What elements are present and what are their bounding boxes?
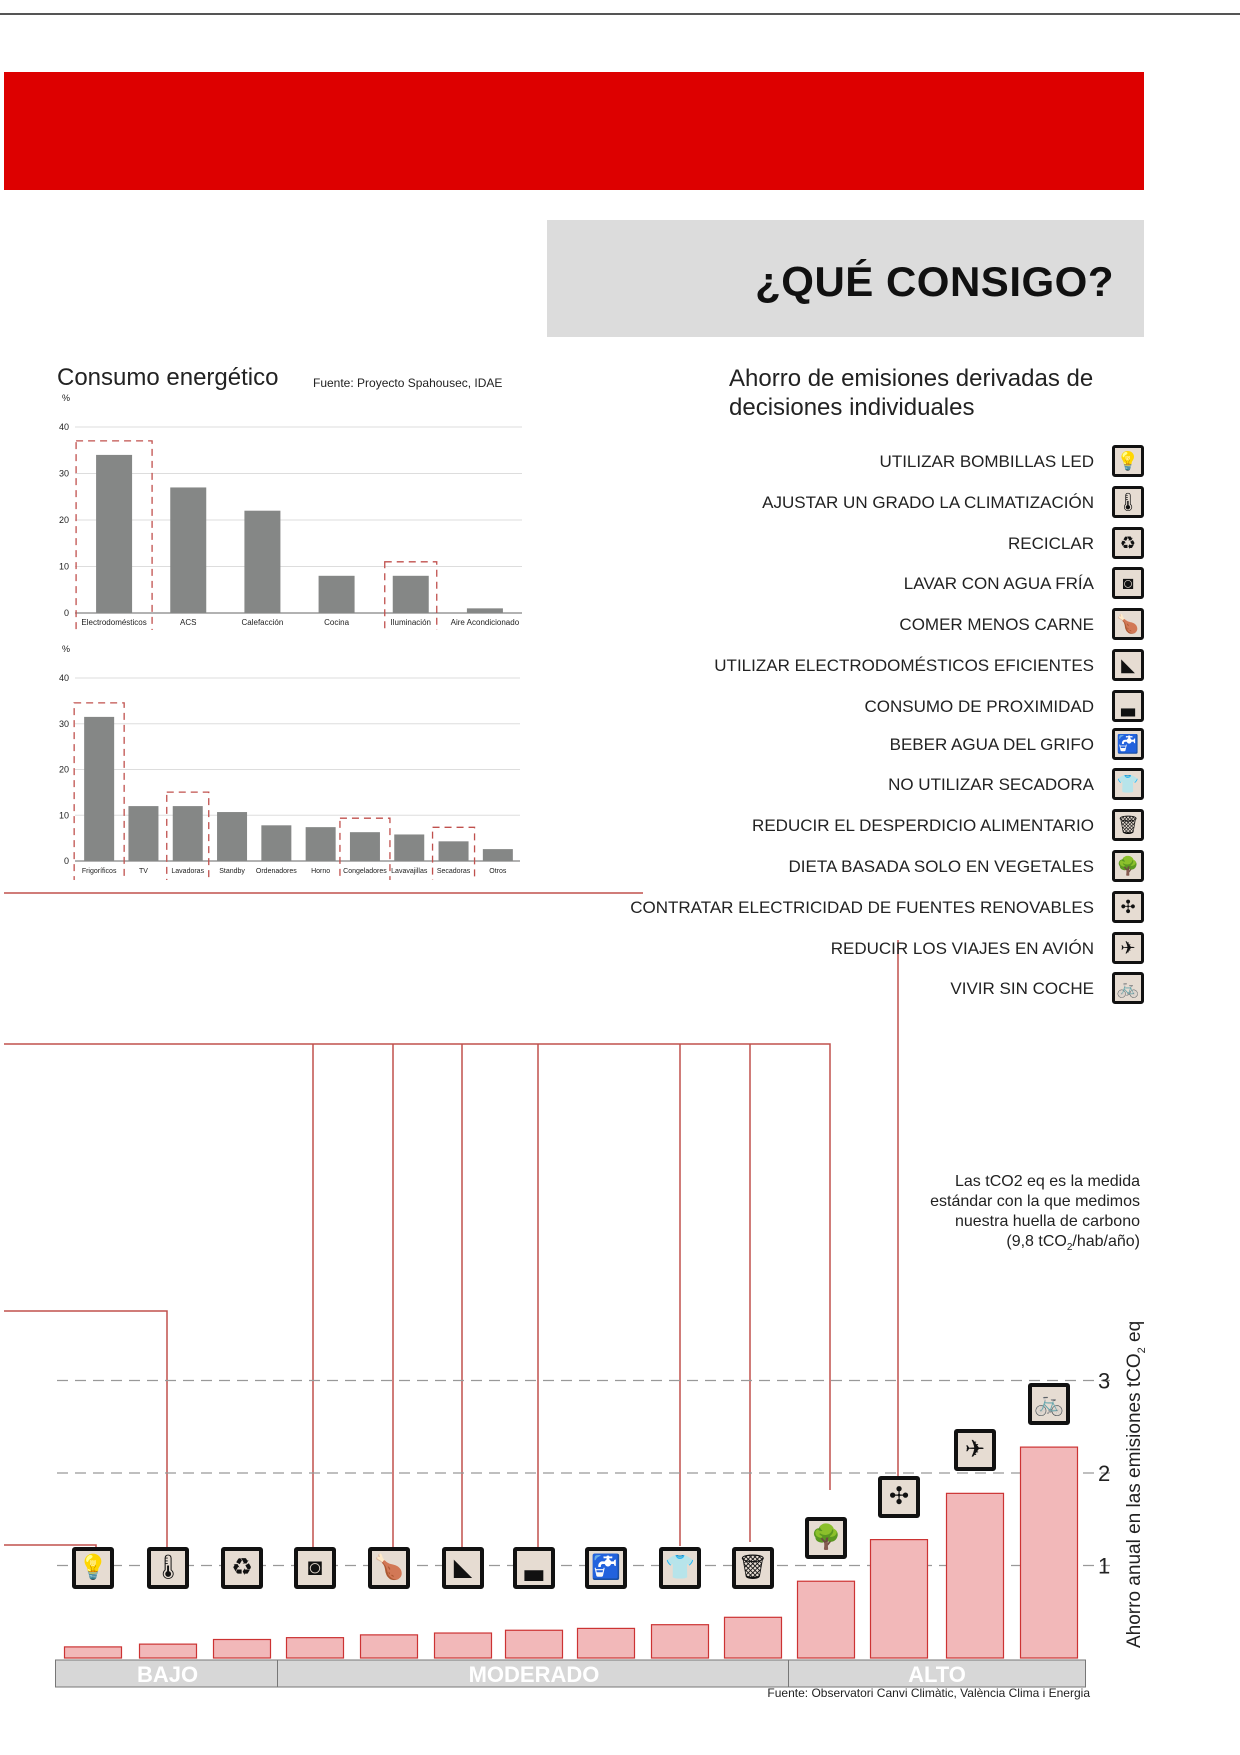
action-label: DIETA BASADA SOLO EN VEGETALES	[788, 857, 1094, 876]
y-tick-label: 0	[63, 856, 69, 866]
y-tick-label: 1	[1098, 1553, 1111, 1579]
energy-chart-title: Consumo energético	[57, 364, 279, 391]
x-tick-label: ACS	[180, 618, 197, 627]
energy-source: Fuente: Proyecto Spahousec, IDAE	[313, 376, 503, 390]
washing-machine-icon: ◙	[294, 1547, 336, 1589]
action-label: CONSUMO DE PROXIMIDAD	[864, 696, 1094, 716]
efficiency-label-icon: ◣	[1112, 649, 1144, 681]
bar	[435, 1633, 492, 1658]
bar	[65, 1647, 122, 1658]
note-formula-pre: (9,8 tCO	[1006, 1233, 1067, 1250]
y-tick-label: 30	[58, 468, 69, 479]
action-label: LAVAR CON AGUA FRÍA	[903, 574, 1094, 594]
level-label: ALTO	[908, 1662, 966, 1687]
recycle-icon: ♻	[221, 1547, 263, 1589]
y-label-sub: 2	[1135, 1347, 1148, 1354]
action-label: CONTRATAR ELECTRICIDAD DE FUENTES RENOVABLES	[630, 897, 1094, 917]
bar	[214, 1640, 271, 1659]
tap-icon: 🚰	[1112, 728, 1144, 760]
vegetable-icon: 🌳	[805, 1517, 847, 1559]
savings-title-line2: decisiones individuales	[729, 394, 975, 421]
x-tick-label: Cocina	[324, 618, 350, 627]
bar	[140, 1644, 197, 1658]
x-tick-label: Lavavajillas	[391, 868, 428, 875]
x-tick-label: Otros	[489, 868, 507, 875]
x-tick-label: Lavadoras	[171, 868, 205, 875]
y-tick-label: 30	[58, 718, 69, 729]
y-tick-label: 10	[58, 810, 69, 821]
y-tick-label: 3	[1098, 1368, 1111, 1394]
savings-title-line1: Ahorro de emisiones derivadas de	[729, 365, 1094, 392]
bar	[578, 1628, 635, 1658]
x-tick-label: Secadoras	[436, 868, 471, 875]
vegetable-icon: 🌳	[1112, 850, 1144, 882]
lightbulb-icon: 💡	[1112, 445, 1144, 477]
meat-icon: 🍗	[368, 1547, 410, 1589]
bar	[871, 1540, 928, 1658]
local-market-icon: ▃	[513, 1547, 555, 1589]
washing-machine-icon: ◙	[1112, 567, 1144, 599]
note-formula-post: /hab/año)	[1072, 1233, 1140, 1250]
note-formula-sub: 2	[1066, 1242, 1073, 1254]
bar	[798, 1581, 855, 1658]
action-label: BEBER AGUA DEL GRIFO	[889, 734, 1094, 754]
bicycle-icon: 🚲	[1028, 1383, 1070, 1425]
y-tick-label: 2	[1098, 1461, 1111, 1486]
action-label: COMER MENOS CARNE	[899, 615, 1094, 635]
bar	[506, 1630, 563, 1658]
shirt-icon: 👕	[659, 1547, 701, 1589]
y-tick-label: 20	[58, 764, 69, 775]
action-label: AJUSTAR UN GRADO LA CLIMATIZACIÓN	[762, 492, 1094, 512]
y-tick-label: 40	[58, 673, 69, 683]
local-market-icon: ▃	[1112, 690, 1144, 722]
y-tick-label: 20	[58, 515, 69, 525]
y-tick-label: 40	[58, 422, 69, 432]
y-label-pre: Ahorro anual en las emisiones tCO	[1124, 1353, 1145, 1648]
tco2-note	[840, 1172, 1140, 1258]
bar	[287, 1638, 344, 1658]
thermometer-icon: 🌡	[1112, 486, 1144, 518]
note-line: nuestra huella de carbono	[954, 1213, 1140, 1230]
airplane-icon: ✈	[1112, 932, 1144, 964]
x-tick-label: TV	[138, 868, 148, 875]
food-bin-icon: 🗑	[732, 1547, 774, 1589]
x-tick-label: Ordenadores	[255, 868, 297, 875]
y-tick-label: 0	[63, 608, 69, 618]
shirt-icon: 👕	[1112, 768, 1144, 800]
savings-source: Fuente: Observatori Canvi Climàtic, València Clima i Energia	[767, 1686, 1090, 1700]
bar	[1021, 1447, 1078, 1658]
wind-turbine-icon: ✣	[878, 1476, 920, 1518]
lightbulb-icon: 💡	[72, 1547, 114, 1589]
savings-chart	[0, 1280, 1240, 1700]
action-label: UTILIZAR ELECTRODOMÉSTICOS EFICIENTES	[714, 656, 1094, 675]
food-bin-icon: 🗑	[1112, 809, 1144, 841]
bar	[725, 1617, 782, 1658]
airplane-icon: ✈	[954, 1429, 996, 1471]
note-line: estándar con la que medimos	[930, 1193, 1140, 1210]
page-title: ¿QUÉ CONSIGO?	[755, 258, 1114, 305]
action-label: VIVIR SIN COCHE	[950, 979, 1094, 999]
bicycle-icon: 🚲	[1112, 972, 1144, 1004]
action-label: RECICLAR	[1008, 533, 1094, 553]
x-tick-label: Aire Acondicionado	[450, 618, 520, 627]
savings-y-axis-label	[1124, 1321, 1148, 1648]
tap-icon: 🚰	[585, 1547, 627, 1589]
bar	[361, 1635, 418, 1658]
x-tick-label: Iluminación	[390, 618, 431, 627]
y-axis-unit: %	[62, 644, 71, 654]
action-label: NO UTILIZAR SECADORA	[888, 775, 1094, 795]
x-tick-label: Calefacción	[241, 618, 284, 627]
level-label: MODERADO	[468, 1662, 600, 1687]
bar	[652, 1625, 709, 1658]
y-tick-label: 10	[58, 561, 69, 572]
x-tick-label: Standby	[219, 868, 245, 875]
bar	[947, 1493, 1004, 1658]
x-tick-label: Frigoríficos	[81, 868, 117, 875]
recycle-icon: ♻	[1112, 527, 1144, 559]
note-line: Las tCO2 eq es la medida	[955, 1173, 1140, 1190]
meat-icon: 🍗	[1112, 608, 1144, 640]
action-label: UTILIZAR BOMBILLAS LED	[879, 452, 1094, 471]
efficiency-label-icon: ◣	[442, 1547, 484, 1589]
wind-turbine-icon: ✣	[1112, 891, 1144, 923]
x-tick-label: Electrodomésticos	[81, 618, 147, 627]
y-axis-unit: %	[62, 393, 71, 403]
action-label: REDUCIR EL DESPERDICIO ALIMENTARIO	[752, 816, 1094, 836]
level-label: BAJO	[136, 1662, 199, 1687]
thermometer-icon: 🌡	[147, 1547, 189, 1589]
x-tick-label: Horno	[311, 868, 331, 875]
y-label-post: eq	[1124, 1320, 1145, 1348]
note-formula	[840, 1232, 1140, 1258]
x-tick-label: Congeladores	[343, 868, 387, 875]
action-label: REDUCIR LOS VIAJES EN AVIÓN	[830, 938, 1094, 958]
